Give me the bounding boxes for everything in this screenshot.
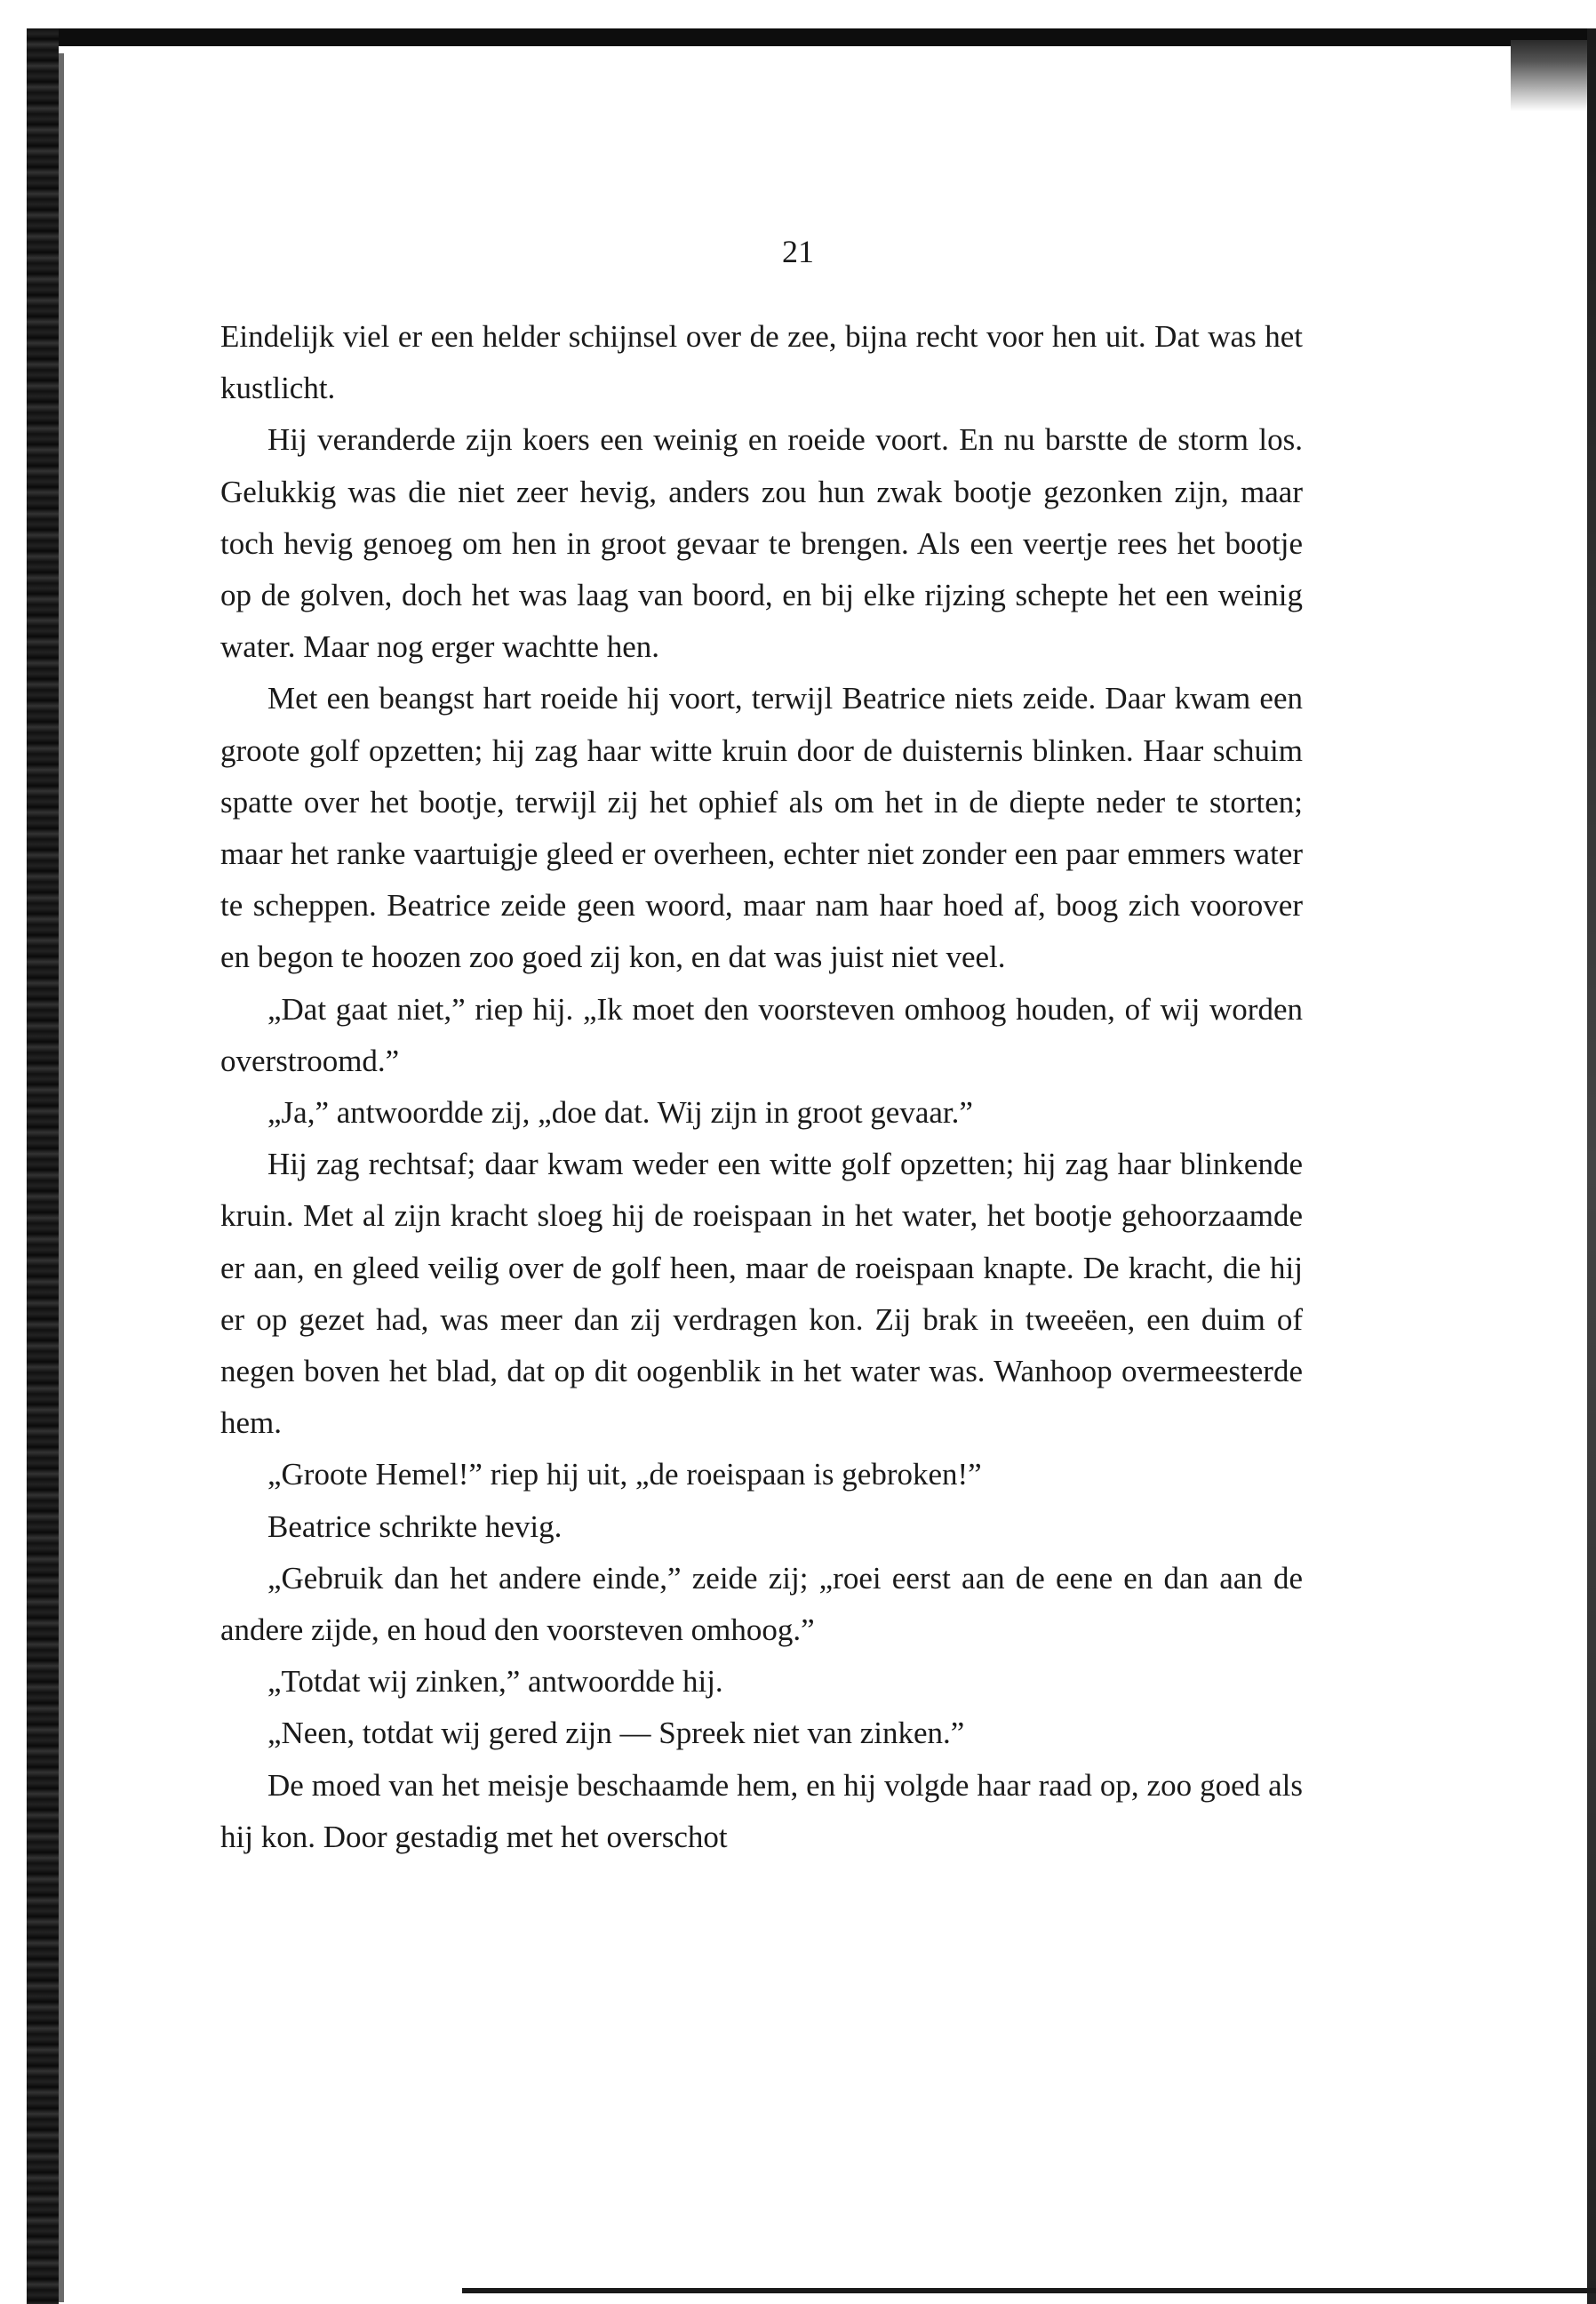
scan-border-left-binding bbox=[27, 28, 59, 2304]
scan-border-right bbox=[1587, 28, 1596, 2304]
paragraph: Beatrice schrikte hevig. bbox=[267, 1508, 563, 1544]
paragraph: „Groote Hemel!” riep hij uit, „de roeispaan is gebroken!” bbox=[267, 1457, 982, 1492]
paragraph: „Dat gaat niet,” riep hij. „Ik moet den voorsteven omhoog houden, of wij worden overstroomd.” bbox=[220, 991, 1303, 1078]
paragraph: „Gebruik dan het andere einde,” zeide zij; „roei eerst aan de eene en dan aan de andere zijde, en houd den voorsteven omhoog.” bbox=[220, 1560, 1303, 1648]
scan-border-top bbox=[27, 28, 1596, 46]
paragraph: De moed van het meisje beschaamde hem, en hij volgde haar raad op, zoo goed als hij kon. Door gestadig met het overschot bbox=[220, 1767, 1303, 1854]
paragraph: „Neen, totdat wij gered zijn — Spreek niet van zinken.” bbox=[267, 1716, 965, 1751]
paragraph: „Totdat wij zinken,” antwoordde hij. bbox=[267, 1664, 723, 1700]
paragraph: Eindelijk viel er een helder schijnsel over de zee, bijna recht voor hen uit. Dat was het kustlicht. bbox=[220, 319, 1303, 406]
page-number: 21 bbox=[782, 234, 814, 269]
scan-border-left-edge bbox=[59, 53, 64, 2302]
paragraph: Hij veranderde zijn koers een weinig en roeide voort. En nu barstte de storm los. Gelukkig was die niet zeer hevig, anders zou hun zwak bootje gezonken zijn, maar toch hevig genoeg om hen in groot gevaar te brengen. Als een veertje rees het bootje op de golven, doch het was laag van boord, en bij elke rijzing schepte het een weinig water. Maar nog erger wachtte hen. bbox=[220, 422, 1303, 665]
paragraph: Hij zag rechtsaf; daar kwam weder een witte golf opzetten; hij zag haar blinkende kruin. Met al zijn kracht sloeg hij de roeispaan in het water, het bootje gehoorzaamde er aan, en gleed veilig over de golf heen, maar de roeispaan knapte. De kracht, die hij er op gezet had, was meer dan zij verdragen kon. Zij brak in tweeëen, een duim of negen boven het blad, dat op dit oogenblik in het water was. Wanhoop overmeesterde hem. bbox=[220, 1147, 1303, 1441]
body-text bbox=[220, 311, 1303, 1863]
scan-border-corner-shadow bbox=[1511, 40, 1596, 111]
paragraph: „Ja,” antwoordde zij, „doe dat. Wij zijn in groot gevaar.” bbox=[267, 1095, 973, 1131]
paragraph: Met een beangst hart roeide hij voort, terwijl Beatrice niets zeide. Daar kwam een groote golf opzetten; hij zag haar witte kruin door de duisternis blinken. Haar schuim spatte over het bootje, terwijl zij het ophief als om het in de diepte neder te storten; maar het ranke vaartuigje gleed er overheen, echter niet zonder een paar emmers water te scheppen. Beatrice zeide geen woord, maar nam haar hoed af, boog zich voorover en begon te hoozen zoo goed zij kon, en dat was juist niet veel. bbox=[220, 681, 1303, 975]
scan-border-bottom bbox=[462, 2288, 1596, 2293]
